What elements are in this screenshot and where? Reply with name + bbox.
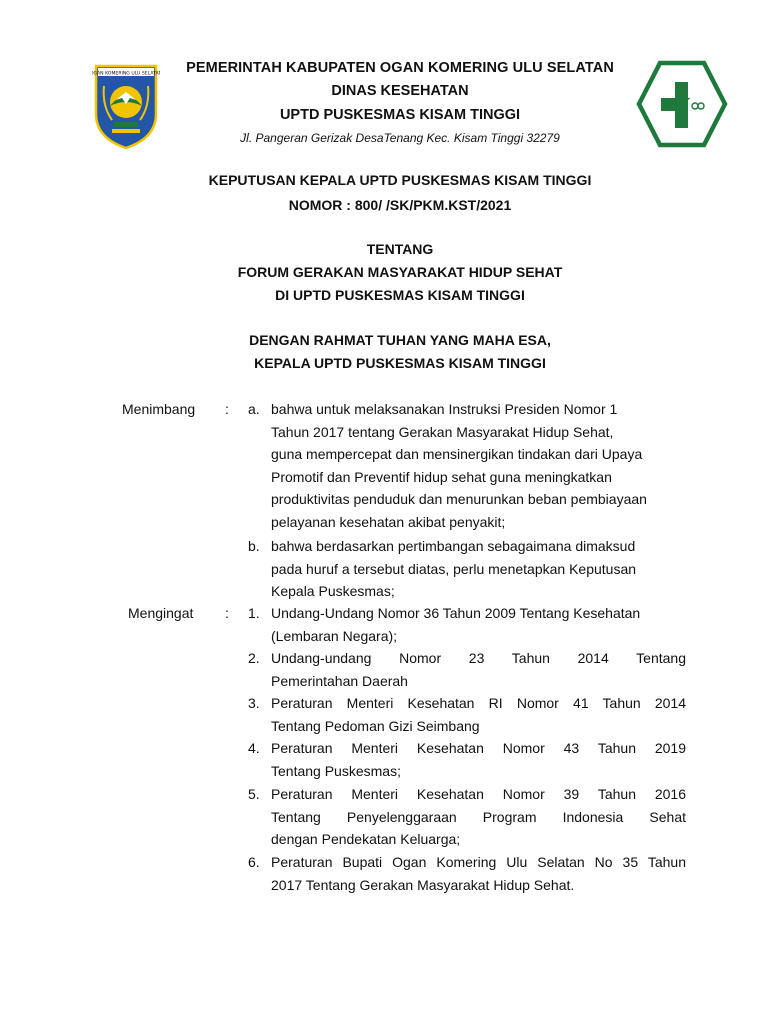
text-line: Kepala Puskesmas; <box>271 583 395 600</box>
mengingat-3-text <box>271 692 686 737</box>
text-line: Peraturan Menteri Kesehatan Nomor 39 Tahun 2016 <box>271 786 686 802</box>
mengingat-1-text <box>271 602 686 647</box>
text-line: bahwa berdasarkan pertimbangan sebagaimana dimaksud <box>271 538 636 554</box>
text-line: produktivitas penduduk dan menurunkan beban pembiayaan <box>271 491 647 508</box>
mengingat-2-text <box>271 647 686 692</box>
text-line: Peraturan Menteri Kesehatan RI Nomor 41 Tahun 2014 <box>271 695 686 711</box>
text-line: Tentang Penyelenggaraan Program Indonesia Sehat <box>271 808 686 825</box>
menimbang-b-text <box>271 535 686 603</box>
menimbang-a-marker: a. <box>248 401 260 417</box>
emblem-banner-text: OGAN KOMERING ULU SELATAN <box>92 71 160 77</box>
decree-about: TENTANG <box>366 241 434 257</box>
mengingat-6-marker: 6. <box>248 854 260 870</box>
text-line: Promotif dan Preventif hidup sehat guna meningkatkan <box>271 468 612 485</box>
text-line: guna mempercepat dan mensinergikan tindakan dari Upaya <box>271 446 643 463</box>
letterhead-government: PEMERINTAH KABUPATEN OGAN KOMERING ULU SELATAN <box>186 60 614 76</box>
decree-title: KEPUTUSAN KEPALA UPTD PUSKESMAS KISAM TINGGI <box>208 172 592 188</box>
puskesmas-logo-icon <box>636 60 728 148</box>
menimbang-label: Menimbang <box>122 401 196 417</box>
letterhead-unit: UPTD PUSKESMAS KISAM TINGGI <box>279 107 521 123</box>
letterhead-agency: DINAS KESEHATAN <box>331 83 469 99</box>
mengingat-label: Mengingat <box>128 605 194 621</box>
mengingat-4-marker: 4. <box>248 740 260 756</box>
mengingat-5-text <box>271 783 686 851</box>
menimbang-colon: : <box>225 401 229 417</box>
preamble-line2: KEPALA UPTD PUSKESMAS KISAM TINGGI <box>254 355 546 371</box>
text-line: pelayanan kesehatan akibat penyakit; <box>271 513 506 530</box>
text-line: Undang-undang Nomor 23 Tahun 2014 Tentang <box>271 650 686 666</box>
letterhead <box>160 58 640 146</box>
decree-subject-line2: DI UPTD PUSKESMAS KISAM TINGGI <box>275 287 525 303</box>
preamble-line1: DENGAN RAHMAT TUHAN YANG MAHA ESA, <box>249 332 551 348</box>
text-line: (Lembaran Negara); <box>271 627 398 644</box>
text-line: Peraturan Menteri Kesehatan Nomor 43 Tahun 2019 <box>271 740 686 756</box>
menimbang-b-marker: b. <box>248 538 260 554</box>
text-line: pada huruf a tersebut diatas, perlu menetapkan Keputusan <box>271 560 637 577</box>
text-line: Peraturan Bupati Ogan Komering Ulu Selatan No 35 Tahun <box>271 854 686 870</box>
text-line: Undang-Undang Nomor 36 Tahun 2009 Tentang Kesehatan <box>271 605 641 621</box>
mengingat-2-marker: 2. <box>248 650 260 666</box>
mengingat-5-marker: 5. <box>248 786 260 802</box>
text-line: dengan Pendekatan Keluarga; <box>271 831 461 848</box>
text-line: Tentang Pedoman Gizi Seimbang <box>271 717 480 734</box>
decree-number: NOMOR : 800/ /SK/PKM.KST/2021 <box>288 197 512 213</box>
text-line: Tentang Puskesmas; <box>271 762 401 779</box>
mengingat-6-text <box>271 851 686 896</box>
mengingat-1-marker: 1. <box>248 605 260 621</box>
text-line: 2017 Tentang Gerakan Masyarakat Hidup Sehat. <box>271 876 575 893</box>
letterhead-address: Jl. Pangeran Gerizak DesaTenang Kec. Kisam Tinggi 32279 <box>240 131 560 145</box>
text-line: Pemerintahan Daerah <box>271 672 408 689</box>
decree-subject-line1: FORUM GERAKAN MASYARAKAT HIDUP SEHAT <box>237 264 563 280</box>
regency-emblem-icon <box>92 60 160 150</box>
mengingat-4-text <box>271 737 686 782</box>
text-line: Tahun 2017 tentang Gerakan Masyarakat Hidup Sehat, <box>271 423 614 440</box>
text-line: bahwa untuk melaksanakan Instruksi Presiden Nomor 1 <box>271 401 618 417</box>
mengingat-colon: : <box>225 605 229 621</box>
mengingat-3-marker: 3. <box>248 695 260 711</box>
menimbang-a-text <box>271 398 686 534</box>
